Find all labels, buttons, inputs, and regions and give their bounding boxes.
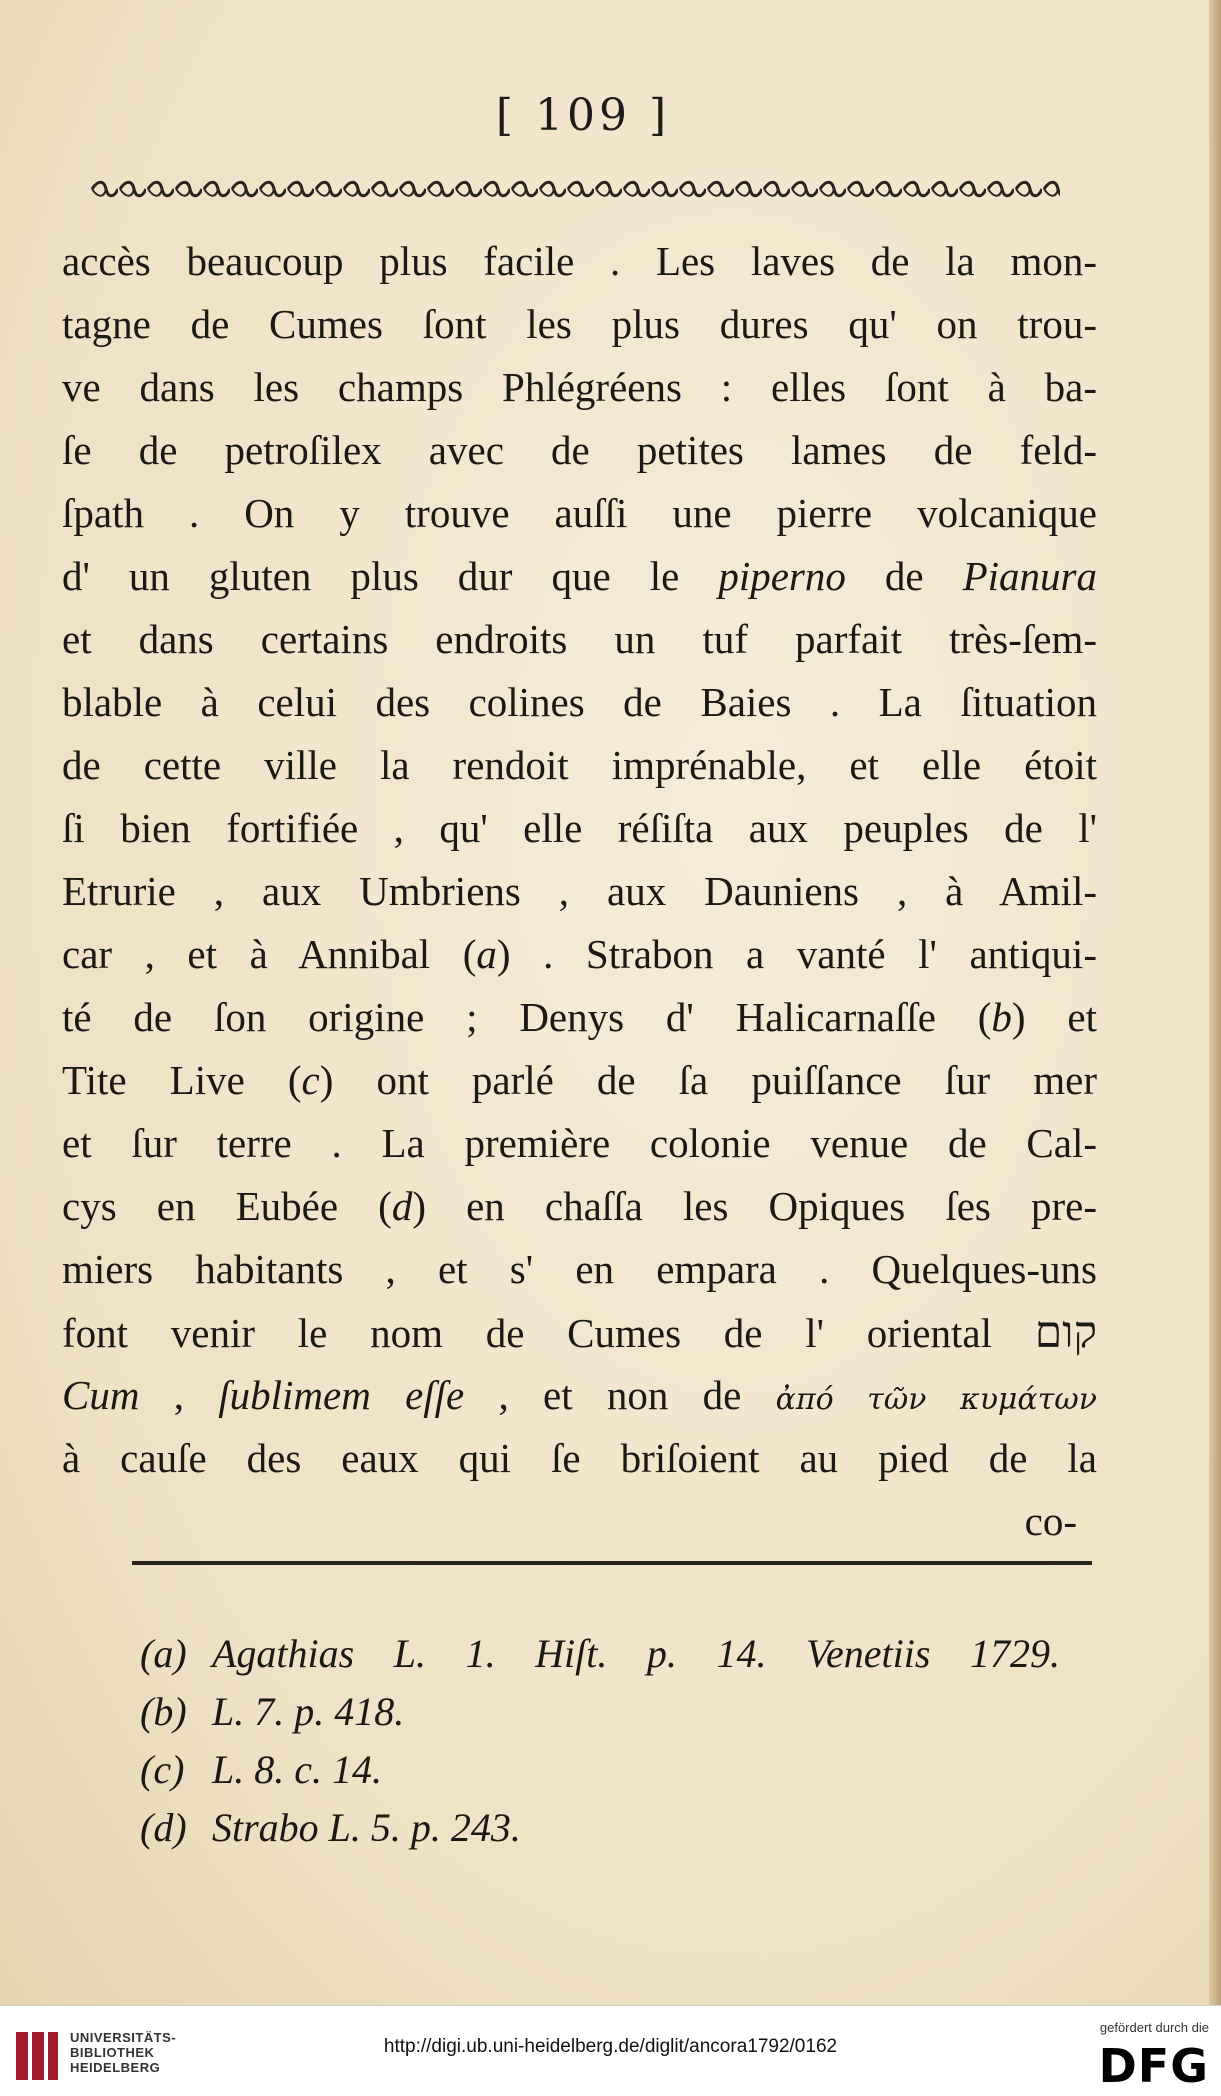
footnote-text: L. 8. c. 14. [212, 1747, 382, 1792]
text-line [62, 482, 1097, 545]
footnote-mark: (a) [140, 1631, 187, 1676]
text-segment: , [139, 1372, 219, 1418]
text-segment: ἀπό τῶν κυμάτων [775, 1382, 1097, 1417]
text-segment: cys en Eubée ( [62, 1183, 392, 1229]
text-segment: de [845, 553, 963, 599]
text-segment: ) . Strabon a vanté l' antiqui- [496, 931, 1097, 977]
text-segment: קום [1034, 1307, 1097, 1358]
catchword: co- [1024, 1498, 1077, 1544]
text-segment: accès beaucoup plus facile . Les laves de la mon- [62, 238, 1097, 284]
footnotes [140, 1625, 1060, 1857]
text-segment: té de ſon origine ; Denys d' Halicarnaſſe ( [62, 994, 992, 1040]
text-segment: d [391, 1183, 413, 1229]
footnote-text: Agathias L. 1. Hiſt. p. 14. Venetiis 1729. [212, 1631, 1060, 1676]
text-segment: c [301, 1057, 320, 1103]
text-segment: d' un gluten plus dur que le [62, 553, 719, 599]
text-segment: font venir le nom de Cumes de l' oriental [62, 1310, 1035, 1356]
footnote-mark: (d) [140, 1805, 187, 1850]
text-segment: ſublimem eſſe [218, 1372, 465, 1418]
text-segment: tagne de Cumes ſont les plus dures qu' on trou- [62, 301, 1097, 347]
text-line [62, 797, 1097, 860]
text-segment: de cette ville la rendoit imprénable, et elle étoit [62, 742, 1097, 788]
text-line [62, 608, 1097, 671]
text-segment: ) et [1011, 994, 1097, 1040]
footnote-separator [132, 1557, 1092, 1569]
text-line [62, 1049, 1097, 1112]
library-name: UNIVERSITÄTS- BIBLIOTHEK HEIDELBERG [70, 2030, 177, 2075]
footnote [140, 1741, 1060, 1799]
text-line [62, 1112, 1097, 1175]
footnote-mark: (b) [140, 1689, 187, 1734]
text-segment: Pianura [962, 553, 1098, 599]
text-line [62, 734, 1097, 797]
text-line [62, 1301, 1097, 1364]
text-segment: blable à celui des colines de Baies . La ſituation [62, 679, 1097, 725]
text-line [62, 923, 1097, 986]
text-line [62, 1427, 1097, 1490]
footnote [140, 1625, 1060, 1683]
text-line [62, 230, 1097, 293]
footnote-text: Strabo L. 5. p. 243. [212, 1805, 521, 1850]
text-segment: à cauſe des eaux qui ſe briſoient au pied de la [62, 1435, 1097, 1481]
text-segment: ve dans les champs Phlégréens : elles ſont à ba- [62, 364, 1097, 410]
footnote-text: L. 7. p. 418. [212, 1689, 405, 1734]
footnote [140, 1683, 1060, 1741]
viewer-footer [0, 2005, 1221, 2096]
text-line [62, 860, 1097, 923]
text-segment: Tite Live ( [62, 1057, 302, 1103]
page-edge [1209, 0, 1221, 2005]
ornamental-rule [90, 178, 1060, 200]
text-segment: a [476, 931, 497, 977]
text-segment: Etrurie , aux Umbriens , aux Dauniens , à Amil- [62, 868, 1097, 914]
text-segment: ſpath . On y trouve auſſi une pierre volcanique [62, 490, 1097, 536]
text-segment: b [991, 994, 1012, 1040]
footnote-mark: (c) [140, 1747, 185, 1792]
text-line [62, 986, 1097, 1049]
text-line [62, 1175, 1097, 1238]
text-line [62, 419, 1097, 482]
text-line [62, 671, 1097, 734]
footnote [140, 1799, 1060, 1857]
text-segment: miers habitants , et s' en empara . Quelques-uns [62, 1246, 1097, 1292]
text-segment: piperno [718, 553, 846, 599]
text-segment: et dans certains endroits un tuf parfait très-ſem- [62, 616, 1097, 662]
text-line [62, 356, 1097, 419]
text-segment: et ſur terre . La première colonie venue de Cal- [62, 1120, 1097, 1166]
text-segment: car , et à Annibal ( [62, 931, 477, 977]
body-text [62, 230, 1097, 1553]
funded-by-label: gefördert durch die [1099, 2020, 1209, 2035]
text-segment: Cum [62, 1372, 140, 1418]
text-segment: ) en chaſſa les Opiques ſes pre- [412, 1183, 1097, 1229]
dfg-logo[interactable]: DFG [1098, 2039, 1209, 2093]
text-line [62, 293, 1097, 356]
text-line [62, 1238, 1097, 1301]
page-number: [ 109 ] [495, 90, 671, 141]
permalink-url[interactable]: http://digi.ub.uni-heidelberg.de/diglit/ancora1792/0162 [383, 2036, 838, 2057]
text-segment: ſe de petroſilex avec de petites lames de feld- [62, 427, 1097, 473]
text-segment: , et non de [464, 1372, 776, 1418]
text-line [62, 1364, 1097, 1427]
text-segment: ) ont parlé de ſa puiſſance ſur mer [319, 1057, 1098, 1103]
text-line [62, 545, 1097, 608]
text-segment: ſi bien fortifiée , qu' elle réſiſta aux peuples de l' [62, 805, 1097, 851]
